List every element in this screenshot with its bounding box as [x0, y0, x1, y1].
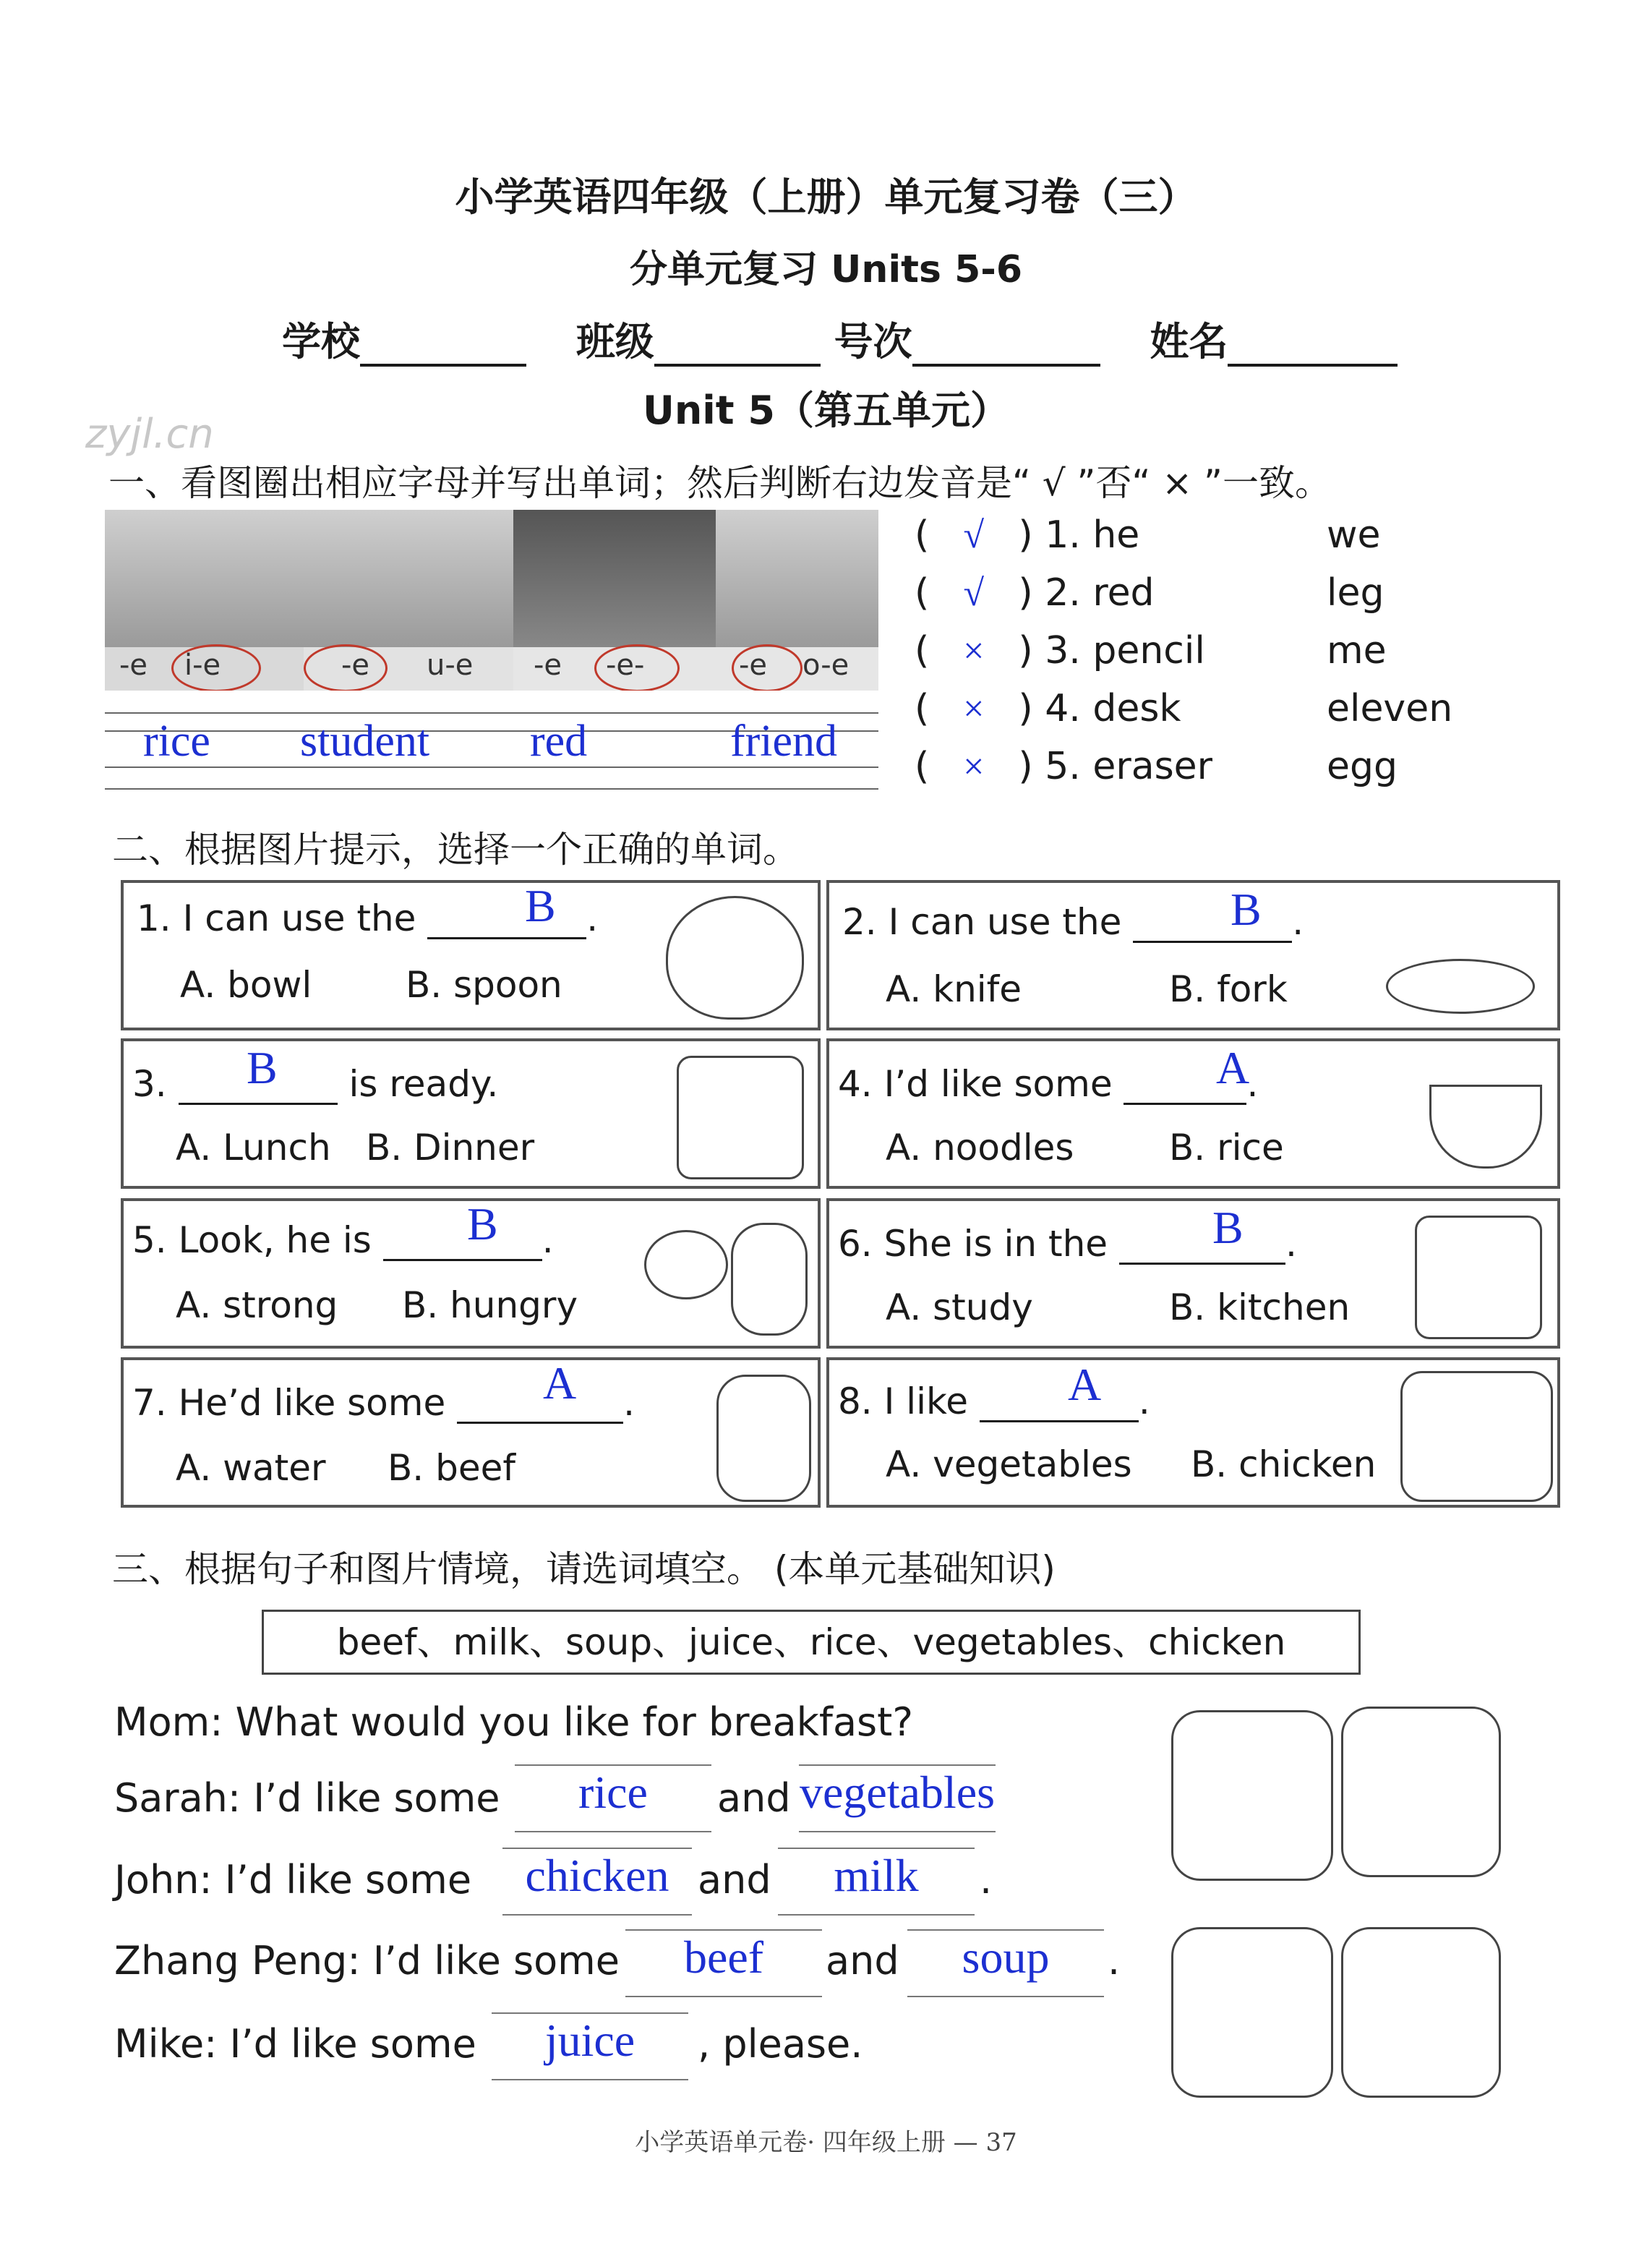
- judgment-item: 2. red: [1045, 571, 1155, 615]
- number-label: 号次: [834, 319, 912, 364]
- choice-box-8: [826, 1357, 1560, 1508]
- option-a: A. knife: [886, 968, 1022, 1010]
- choice-box-2: [826, 880, 1560, 1030]
- thought-bubble-image: [644, 1230, 728, 1299]
- judgment-row: ( × ) 4. desk: [915, 687, 1181, 730]
- dialogue-end: , please.: [698, 2021, 863, 2067]
- question-text: 6. She is in the .: [838, 1223, 1297, 1265]
- choice-box-1: [121, 880, 821, 1030]
- choice-box-4: [826, 1038, 1560, 1189]
- choice-answer: B: [247, 1042, 278, 1093]
- option-b: B. rice: [1169, 1127, 1284, 1169]
- breakfast-image-1: [1171, 1710, 1333, 1881]
- option-b: B. fork: [1169, 968, 1288, 1010]
- option-b: B. spoon: [406, 964, 562, 1006]
- option-b: B. chicken: [1191, 1443, 1377, 1485]
- choice-answer: A: [1216, 1042, 1250, 1093]
- picture-2: [304, 510, 513, 691]
- answer-blank[interactable]: beef: [625, 1929, 822, 1997]
- section1-heading: 一、看图圈出相应字母并写出单词；然后判断右边发音是“ √ ”否“ × ”一致。: [108, 462, 1331, 504]
- choice-answer: B: [1212, 1202, 1244, 1253]
- option-a: A. study: [886, 1286, 1033, 1328]
- word-answer-2: student: [300, 717, 430, 766]
- judgment-mark: √: [963, 573, 985, 614]
- word-answer-1: rice: [143, 717, 210, 766]
- class-label: 班级: [575, 319, 654, 364]
- judgment-mark: ×: [963, 746, 985, 787]
- option-a: A. noodles: [886, 1127, 1074, 1169]
- picture-4-option-a: -e: [739, 649, 768, 682]
- judgment-compare: egg: [1327, 745, 1398, 788]
- picture-3-option-a: -e: [534, 649, 562, 682]
- dialogue-and: and: [826, 1938, 899, 1983]
- picture-3: [513, 510, 716, 691]
- option-a: A. strong: [176, 1284, 338, 1326]
- watermark: zyjl.cn: [85, 411, 214, 458]
- page-footer: 小学英语单元卷· 四年级上册 — 37: [635, 2128, 1017, 2157]
- question-text: 7. He’d like some .: [132, 1382, 635, 1424]
- question-text: 2. I can use the .: [842, 901, 1304, 943]
- section3-heading: 三、根据句子和图片情境，请选词填空。 (本单元基础知识): [112, 1548, 1056, 1590]
- circle-mark: [594, 644, 680, 691]
- dialogue-speaker: Mike: I’d like some: [114, 2021, 476, 2067]
- page-subtitle: 分单元复习 Units 5-6: [629, 248, 1023, 291]
- option-b: B. Dinner: [366, 1127, 535, 1169]
- answer-blank[interactable]: chicken: [502, 1848, 692, 1916]
- picture-2-image: [304, 510, 513, 647]
- option-a: A. Lunch: [176, 1127, 331, 1169]
- answer-blank[interactable]: milk: [778, 1848, 975, 1916]
- word-answer-3: red: [530, 717, 588, 766]
- picture-4-option-b: o-e: [803, 649, 849, 682]
- student-info: [282, 311, 1398, 367]
- breakfast-image-2: [1341, 1707, 1501, 1877]
- judgment-item: 4. desk: [1045, 687, 1181, 730]
- choice-box-7: [121, 1357, 821, 1508]
- dialogue-question: Mom: What would you like for breakfast?: [114, 1699, 913, 1745]
- dialogue-end: .: [980, 1857, 993, 1903]
- picture-2-option-a: -e: [341, 649, 370, 682]
- hungry-boy-image: [731, 1223, 808, 1336]
- question-text: 5. Look, he is .: [132, 1219, 554, 1261]
- class-field[interactable]: [654, 328, 821, 367]
- judgment-mark: ×: [963, 688, 985, 730]
- option-a: A. water: [176, 1447, 326, 1489]
- number-field[interactable]: [912, 328, 1100, 367]
- option-b: B. beef: [388, 1447, 515, 1489]
- choice-answer: B: [467, 1198, 498, 1250]
- unit-title: Unit 5（第五单元）: [643, 388, 1009, 433]
- choice-box-3: [121, 1038, 821, 1189]
- picture-4-image: [716, 510, 878, 647]
- judgment-compare: leg: [1327, 571, 1384, 615]
- picture-4: [716, 510, 878, 691]
- picture-1-option-a: -e: [119, 649, 148, 682]
- picture-3-option-b: -e-: [606, 649, 645, 682]
- choice-answer: B: [1231, 884, 1262, 935]
- section2-heading: 二、根据图片提示，选择一个正确的单词。: [112, 829, 799, 871]
- judgment-mark: ×: [963, 631, 985, 672]
- breakfast-image-3: [1171, 1927, 1333, 2098]
- choice-box-5: [121, 1198, 821, 1349]
- choice-answer: A: [543, 1357, 577, 1409]
- dialogue-speaker: Zhang Peng: I’d like some: [114, 1938, 620, 1983]
- family-dinner-image: [677, 1056, 804, 1179]
- circle-mark: [304, 644, 388, 691]
- option-b: B. hungry: [402, 1284, 578, 1326]
- bowl-image: [666, 896, 804, 1020]
- circle-mark: [171, 644, 261, 691]
- school-field[interactable]: [360, 328, 526, 367]
- dialogue-and: and: [698, 1857, 771, 1903]
- dialogue-and: and: [717, 1775, 791, 1821]
- plate-image: [1386, 959, 1535, 1014]
- choice-box-6: [826, 1198, 1560, 1349]
- judgment-item: 5. eraser: [1045, 745, 1213, 788]
- question-text: 1. I can use the .: [137, 897, 599, 939]
- judgment-row: ( √ ) 2. red: [915, 571, 1155, 615]
- answer-blank[interactable]: rice: [515, 1764, 711, 1832]
- option-b: B. kitchen: [1169, 1286, 1351, 1328]
- school-label: 学校: [282, 319, 360, 364]
- question-text: 3. is ready.: [132, 1063, 499, 1105]
- answer-blank[interactable]: vegetables: [799, 1764, 996, 1832]
- dialogue-speaker: John: I’d like some: [114, 1857, 472, 1903]
- picture-3-image: [513, 510, 716, 647]
- noodles-image: [1429, 1085, 1542, 1169]
- judgment-compare: eleven: [1327, 687, 1453, 730]
- judgment-compare: me: [1327, 629, 1387, 672]
- judgment-item: 1. he: [1045, 513, 1140, 557]
- option-a: A. vegetables: [886, 1443, 1132, 1485]
- judgment-row: ( × ) 3. pencil: [915, 629, 1205, 672]
- dialogue-speaker: Sarah: I’d like some: [114, 1775, 500, 1821]
- answer-blank[interactable]: soup: [907, 1929, 1104, 1997]
- name-label: 姓名: [1150, 319, 1228, 364]
- judgment-compare: we: [1327, 513, 1381, 557]
- picture-2-option-b: u-e: [427, 649, 474, 682]
- answer-blank[interactable]: juice: [492, 2012, 688, 2080]
- judgment-row: ( × ) 5. eraser: [915, 745, 1213, 788]
- page-title: 小学英语四年级（上册）单元复习卷（三）: [455, 174, 1197, 220]
- boy-vegetables-image: [1400, 1371, 1553, 1502]
- circle-mark: [732, 644, 803, 691]
- word-answer-4: friend: [730, 717, 838, 766]
- choice-answer: B: [525, 880, 556, 931]
- option-a: A. bowl: [180, 964, 312, 1006]
- judgment-mark: √: [963, 515, 985, 556]
- question-text: 4. I’d like some .: [838, 1063, 1259, 1105]
- word-bank: beef、milk、soup、juice、rice、vegetables、chicken: [262, 1610, 1361, 1675]
- judgment-item: 3. pencil: [1045, 629, 1205, 672]
- dialogue-end: .: [1108, 1938, 1121, 1983]
- question-text: 8. I like .: [838, 1380, 1150, 1422]
- kitchen-image: [1415, 1216, 1542, 1339]
- choice-answer: A: [1068, 1359, 1102, 1410]
- picture-1-option-b: i-e: [184, 649, 221, 682]
- judgment-row: ( √ ) 1. he: [915, 513, 1140, 557]
- name-field[interactable]: [1228, 328, 1398, 367]
- sweating-boy-image: [716, 1375, 811, 1502]
- breakfast-image-4: [1341, 1927, 1501, 2098]
